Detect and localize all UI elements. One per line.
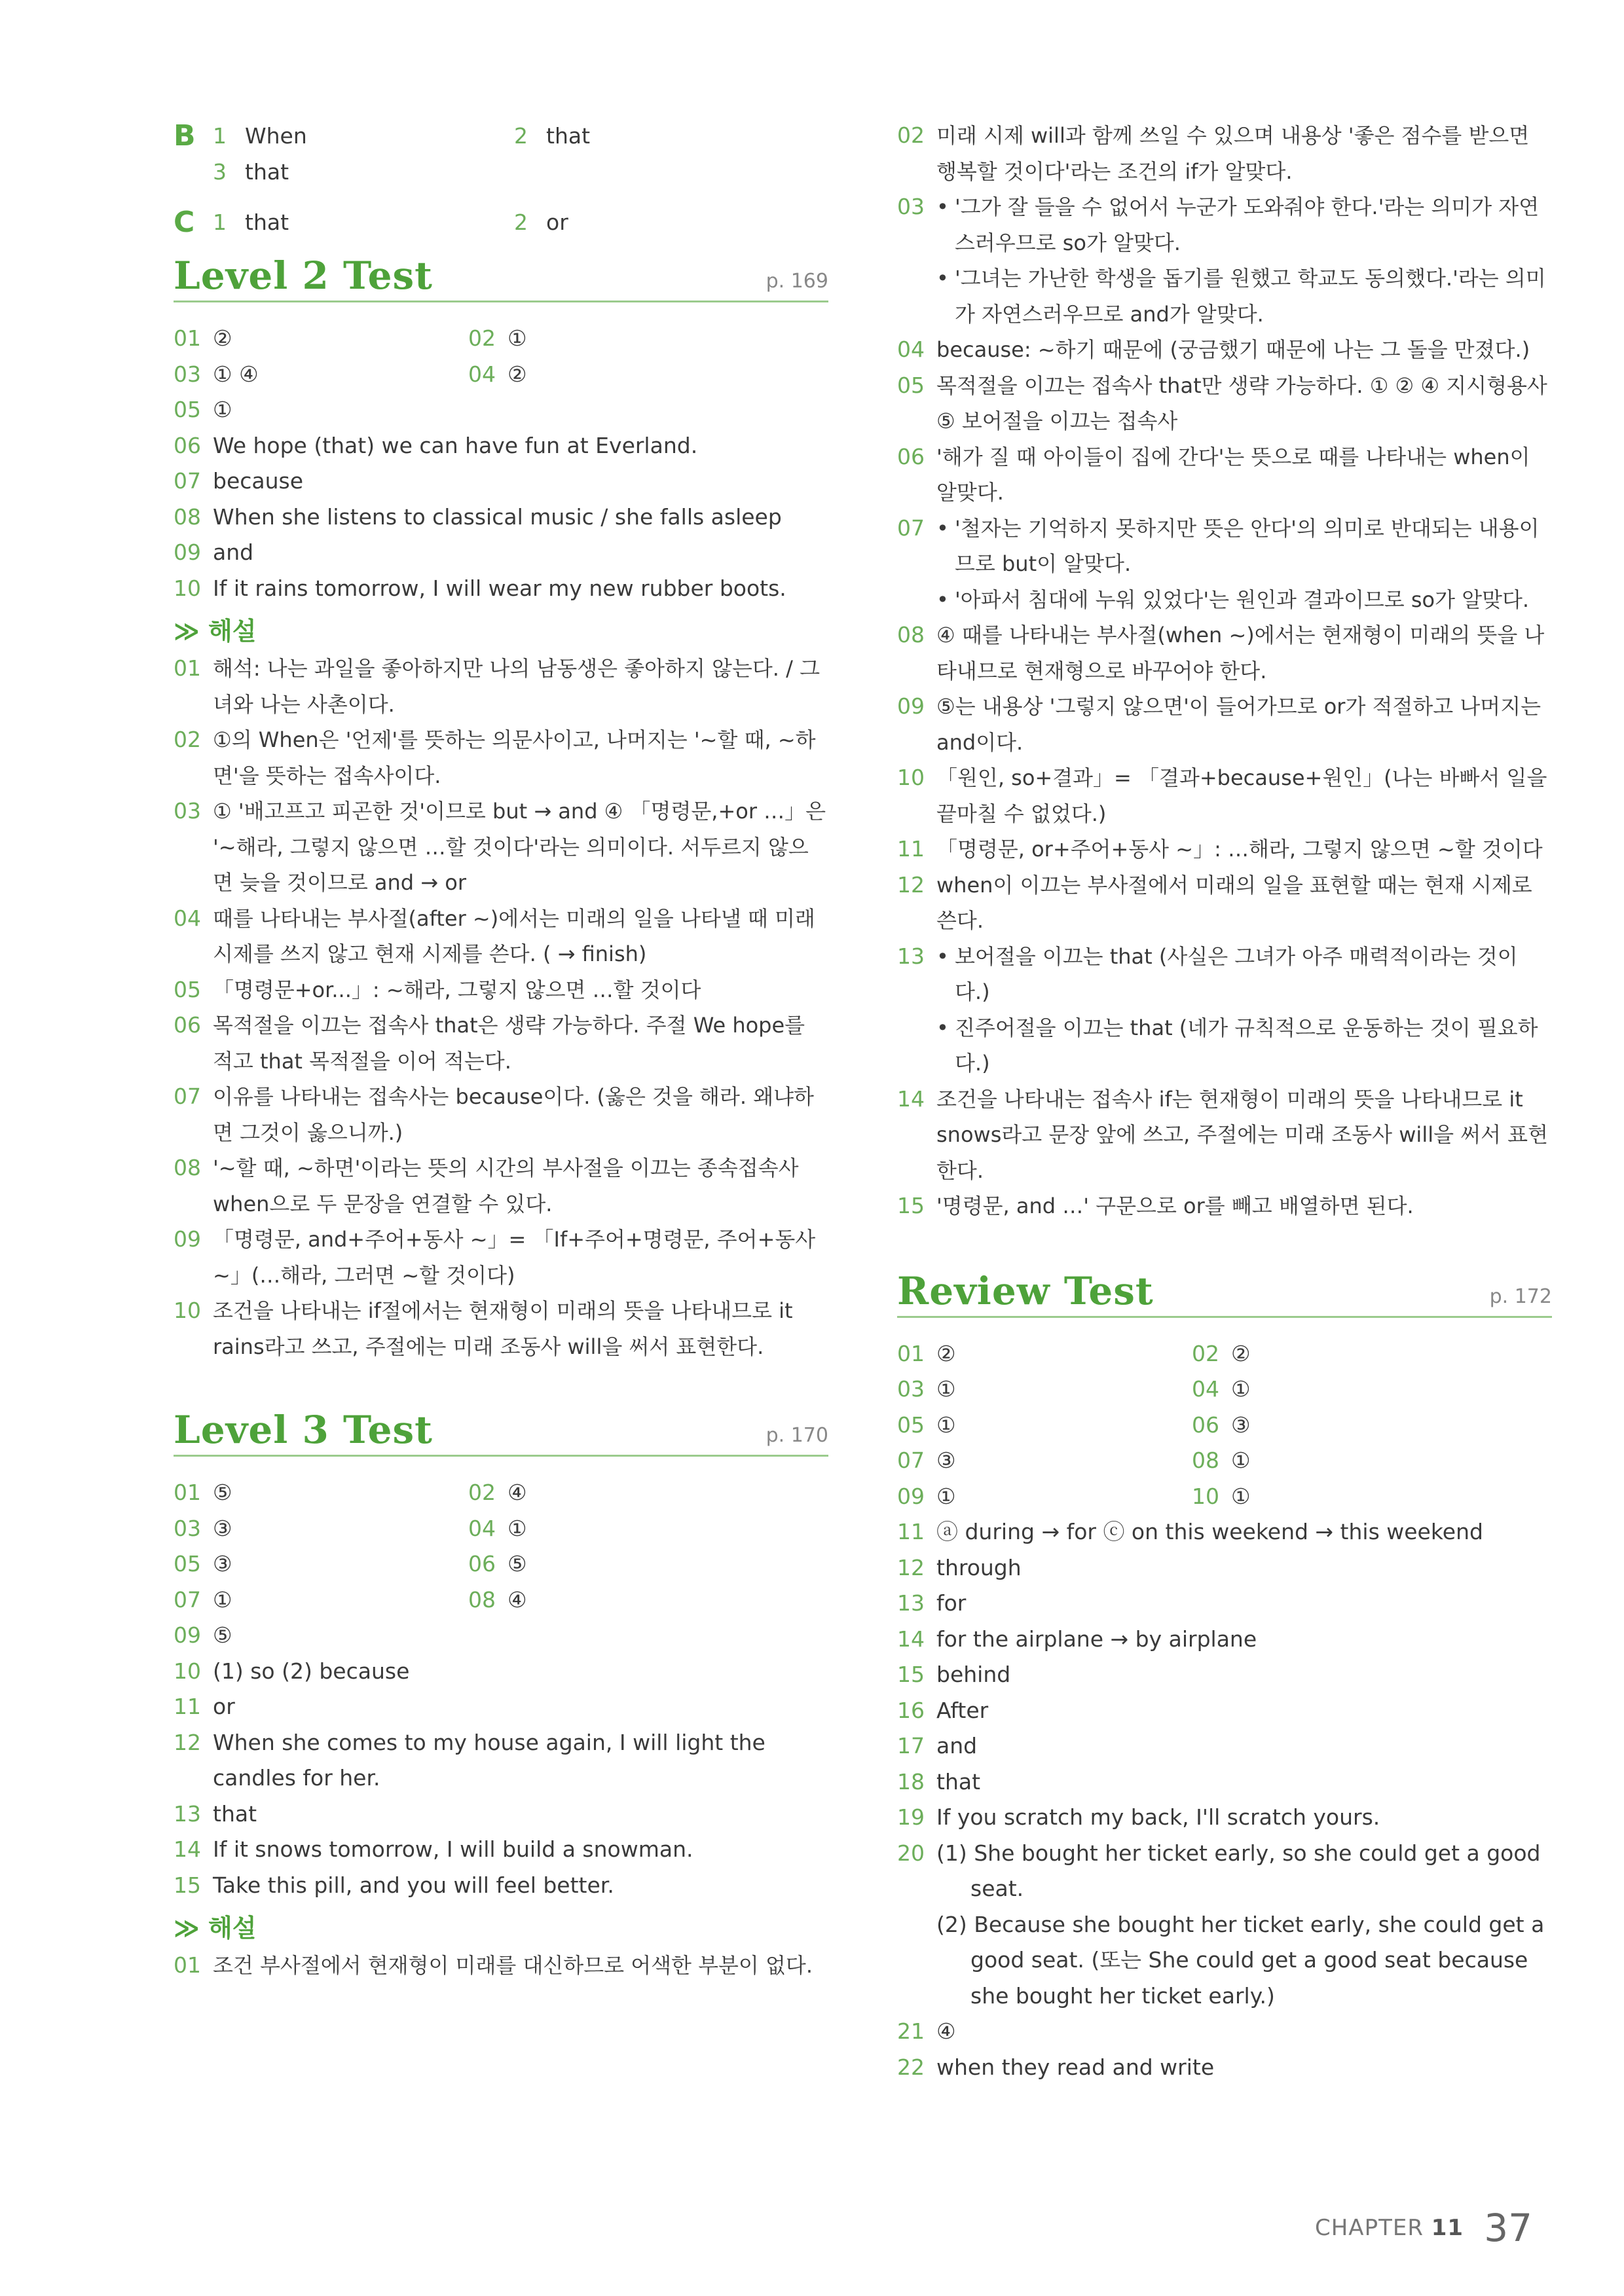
answer-item: 10 ① <box>1192 1483 1251 1509</box>
section-letter-b: B <box>174 119 196 153</box>
level2-header <box>174 248 828 302</box>
review-title: Review Test <box>897 1268 1154 1313</box>
answer-text: that <box>245 210 289 235</box>
explanation-item: 02 미래 시제 will과 함께 쓰일 수 있으며 내용상 '좋은 점수를 받으면 행복할 것이다'라는 조건의 if가 알맞다. <box>897 122 1530 184</box>
answer-item: 11 or <box>174 1694 235 1719</box>
explanation-item: 05 「명령문+or...」: ~해라, 그렇지 않으면 …할 것이다 <box>174 976 701 1002</box>
answer-text: or <box>546 210 568 235</box>
explanation-item: 13 • 보어절을 이끄는 that (사실은 그녀가 아주 매력적이라는 것이다.) • 진주어절을 이끄는 that (네가 규칙적으로 운동하는 것이 필요하다.) <box>897 939 1552 1082</box>
explanation-item: 12 when이 이끄는 부사절에서 미래의 일을 표현할 때는 현재 시제로 쓴다. <box>897 871 1532 933</box>
answer-item: 08 ① <box>1192 1448 1251 1473</box>
prev-answers-c-row: C 1 that 2 or <box>174 206 568 239</box>
right-column <box>897 118 1552 2085</box>
answer-item: 03 ① ④ <box>174 361 259 387</box>
level2-title: Level 2 Test <box>174 253 433 298</box>
answer-item: 13 for <box>897 1590 967 1616</box>
explanation-item: 04 because: ~하기 때문에 (궁금했기 때문에 나는 그 돌을 만졌다.) <box>897 337 1530 362</box>
answer-item: 19 If you scratch my back, I'll scratch yours. <box>897 1804 1380 1830</box>
explanation-item: 15 '명령문, and …' 구문으로 or를 빼고 배열하면 된다. <box>897 1193 1414 1218</box>
explanation-item: 01 해석: 나는 과일을 좋아하지만 나의 남동생은 좋아하지 않는다. / 그녀와 나는 사촌이다. <box>174 655 820 717</box>
page-number: 37 <box>1484 2206 1532 2250</box>
answer-item: 17 and <box>897 1733 978 1758</box>
explanation-item: 08 ④ 때를 나타내는 부사절(when ~)에서는 현재형이 미래의 뜻을 나타내므로 현재형으로 바꾸어야 한다. <box>897 622 1545 683</box>
answer-item: 06 We hope (that) we can have fun at Everland. <box>174 432 698 458</box>
explanation-item: 11 「명령문, or+주어+동사 ~」: …해라, 그렇지 않으면 ~할 것이다 <box>897 836 1543 862</box>
answer-item: 08 ④ <box>468 1586 527 1613</box>
review-header <box>897 1264 1552 1318</box>
answer-item: 07 because <box>174 468 304 494</box>
level3-title: Level 3 Test <box>174 1408 433 1452</box>
answer-item: 04 ① <box>1192 1376 1251 1402</box>
answer-item: 16 After <box>897 1697 989 1723</box>
explanation-item: 06 '해가 질 때 아이들이 집에 간다'는 뜻으로 때를 나타내는 when이 알맞다. <box>897 443 1530 505</box>
level3-answer-grid <box>174 1475 828 1654</box>
answer-item: 05 ① <box>897 1412 956 1438</box>
level2-page-ref: p. 169 <box>766 270 828 293</box>
page-footer <box>1315 2206 1532 2258</box>
review-page-ref: p. 172 <box>1489 1285 1552 1308</box>
explanation-item: 07 • '철자는 기억하지 못하지만 뜻은 안다'의 의미로 반대되는 내용이므로 but이 알맞다. • '아파서 침대에 누워 있었다'는 원인과 결과이므로 so가 알맞다. <box>897 511 1552 618</box>
answer-item: 02 ④ <box>468 1480 527 1505</box>
answer-item: 05 ③ <box>174 1551 232 1576</box>
level2-explanations <box>174 651 828 1364</box>
answer-item: 01 ② <box>897 1340 956 1366</box>
explanation-item: 05 목적절을 이끄는 접속사 that만 생략 가능하다. ① ② ④ 지시형용사 ⑤ 보어절을 이끄는 접속사 <box>897 372 1547 433</box>
answer-item: 15 behind <box>897 1662 1011 1687</box>
explanation-item: 10 조건을 나타내는 if절에서는 현재형이 미래의 뜻을 나타내므로 it rains라고 쓰고, 주절에는 미래 조동사 will을 써서 표현한다. <box>174 1298 793 1359</box>
explanation-item: 07 이유를 나타내는 접속사는 because이다. (옳은 것을 해라. 왜냐하면 그것이 옳으니까.) <box>174 1084 814 1145</box>
chapter-label: CHAPTER 11 <box>1315 2215 1464 2241</box>
answer-item: 02 ② <box>1192 1340 1251 1366</box>
explanation-item: 01 조건 부사절에서 현재형이 미래를 대신하므로 어색한 부분이 없다. <box>174 1952 813 1978</box>
answer-item: 09 and <box>174 539 254 565</box>
level3-page-ref: p. 170 <box>766 1424 828 1447</box>
answer-text: that <box>245 159 289 185</box>
explanation-item: 09 「명령문, and+주어+동사 ~」= 「If+주어+명령문, 주어+동사 ~」(…해라, 그러면 ~할 것이다) <box>174 1226 816 1288</box>
explanation-item: 10 「원인, so+결과」= 「결과+because+원인」(나는 바빠서 일을 끝마칠 수 없었다.) <box>897 765 1547 826</box>
answer-item: 03 ③ <box>174 1515 232 1541</box>
answer-item: 04 ② <box>468 361 527 387</box>
explanation-item: 03 ① '배고프고 피곤한 것'이므로 but → and ④ 「명령문,+or …」은 '~해라, 그렇지 않으면 …할 것이다'라는 의미이다. 서두르지 않으면 늦을 것이므로 and → or <box>174 798 826 895</box>
explanation-item: 04 때를 나타내는 부사절(after ~)에서는 미래의 일을 나타낼 때 미래 시제를 쓰지 않고 현재 시제를 쓴다. ( → finish) <box>174 905 815 966</box>
answer-item: 09 ① <box>897 1483 956 1509</box>
left-column <box>174 118 828 1984</box>
explanation-item: 02 ①의 When은 '언제'를 뜻하는 의문사이고, 나머지는 '~할 때, ~하면'을 뜻하는 접속사이다. <box>174 727 816 788</box>
answer-item: 06 ⑤ <box>468 1551 527 1576</box>
answer-item: 18 that <box>897 1768 981 1795</box>
answer-item: 02 ① <box>468 325 527 351</box>
section-letter-c: C <box>174 206 195 239</box>
explanation-item: 09 ⑤는 내용상 '그렇지 않으면'이 들어가므로 or가 적절하고 나머지는 and이다. <box>897 693 1541 755</box>
prev-answers-b-row1: B 1 When 2 that <box>174 119 591 153</box>
answer-item: 10 (1) so (2) because <box>174 1658 410 1684</box>
answer-item: 14 for the airplane → by airplane <box>897 1626 1257 1652</box>
answer-item: 12 through <box>897 1554 1022 1580</box>
level2-solution-heading: ≫ 해설 <box>174 617 257 646</box>
answer-item: 12 When she comes to my house again, I will light the candles for her. <box>174 1729 766 1791</box>
prev-answers-b-row2: 3 that <box>213 159 289 185</box>
answer-item: 09 ⑤ <box>174 1622 232 1648</box>
answer-item: 04 ① <box>468 1515 527 1541</box>
answer-item-20: 20 (1) She bought her ticket early, so she could get a good seat. (2) Because she bought her ticket early, she could get a good seat. (또는 She could get a good seat because she bought her ticket early.) <box>897 1840 1545 2009</box>
answer-item: 06 ③ <box>1192 1412 1251 1438</box>
answer-item: 10 If it rains tomorrow, I will wear my new rubber boots. <box>174 575 786 601</box>
answer-item: 07 ① <box>174 1586 232 1613</box>
answer-item: 05 ① <box>174 397 232 422</box>
answer-item: 14 If it snows tomorrow, I will build a snowman. <box>174 1836 693 1862</box>
answer-item: 01 ② <box>174 325 232 351</box>
explanation-item: 08 '~할 때, ~하면'이라는 뜻의 시간의 부사절을 이끄는 종속접속사 when으로 두 문장을 연결할 수 있다. <box>174 1155 799 1216</box>
answer-item: 07 ③ <box>897 1448 956 1473</box>
explanation-item: 14 조건을 나타내는 접속사 if는 현재형이 미래의 뜻을 나타내므로 it snows라고 문장 앞에 쓰고, 주절에는 미래 조동사 will을 써서 표현한다. <box>897 1085 1549 1183</box>
answer-item: 11 ⓐ during → for ⓒ on this weekend → this weekend <box>897 1519 1483 1544</box>
answer-item: 22 when they read and write <box>897 2054 1215 2080</box>
answer-item: 03 ① <box>897 1376 956 1402</box>
level3-header <box>174 1402 828 1457</box>
review-answer-grid <box>897 1336 1552 1515</box>
answer-item: 15 Take this pill, and you will feel better. <box>174 1872 614 1898</box>
explanation-item: 03 • '그가 잘 들을 수 없어서 누군가 도와줘야 한다.'라는 의미가 자연스러우므로 so가 알맞다. • '그녀는 가난한 학생을 돕기를 원했고 학교도 동의했다.'라는 의미가 자연스러우므로 and가 알맞다. <box>897 189 1552 332</box>
level2-answer-grid <box>174 321 828 428</box>
level3-solution-heading: ≫ 해설 <box>174 1914 257 1942</box>
answer-item: 08 When she listens to classical music / she falls asleep <box>174 503 782 530</box>
answer-text: When <box>245 123 307 149</box>
answer-item: 21 ④ <box>897 2018 956 2044</box>
answer-item: 13 that <box>174 1800 257 1827</box>
explanation-item: 06 목적절을 이끄는 접속사 that은 생략 가능하다. 주절 We hope를 적고 that 목적절을 이어 적는다. <box>174 1012 805 1074</box>
answer-item: 01 ⑤ <box>174 1480 232 1505</box>
answer-text: that <box>546 123 591 149</box>
